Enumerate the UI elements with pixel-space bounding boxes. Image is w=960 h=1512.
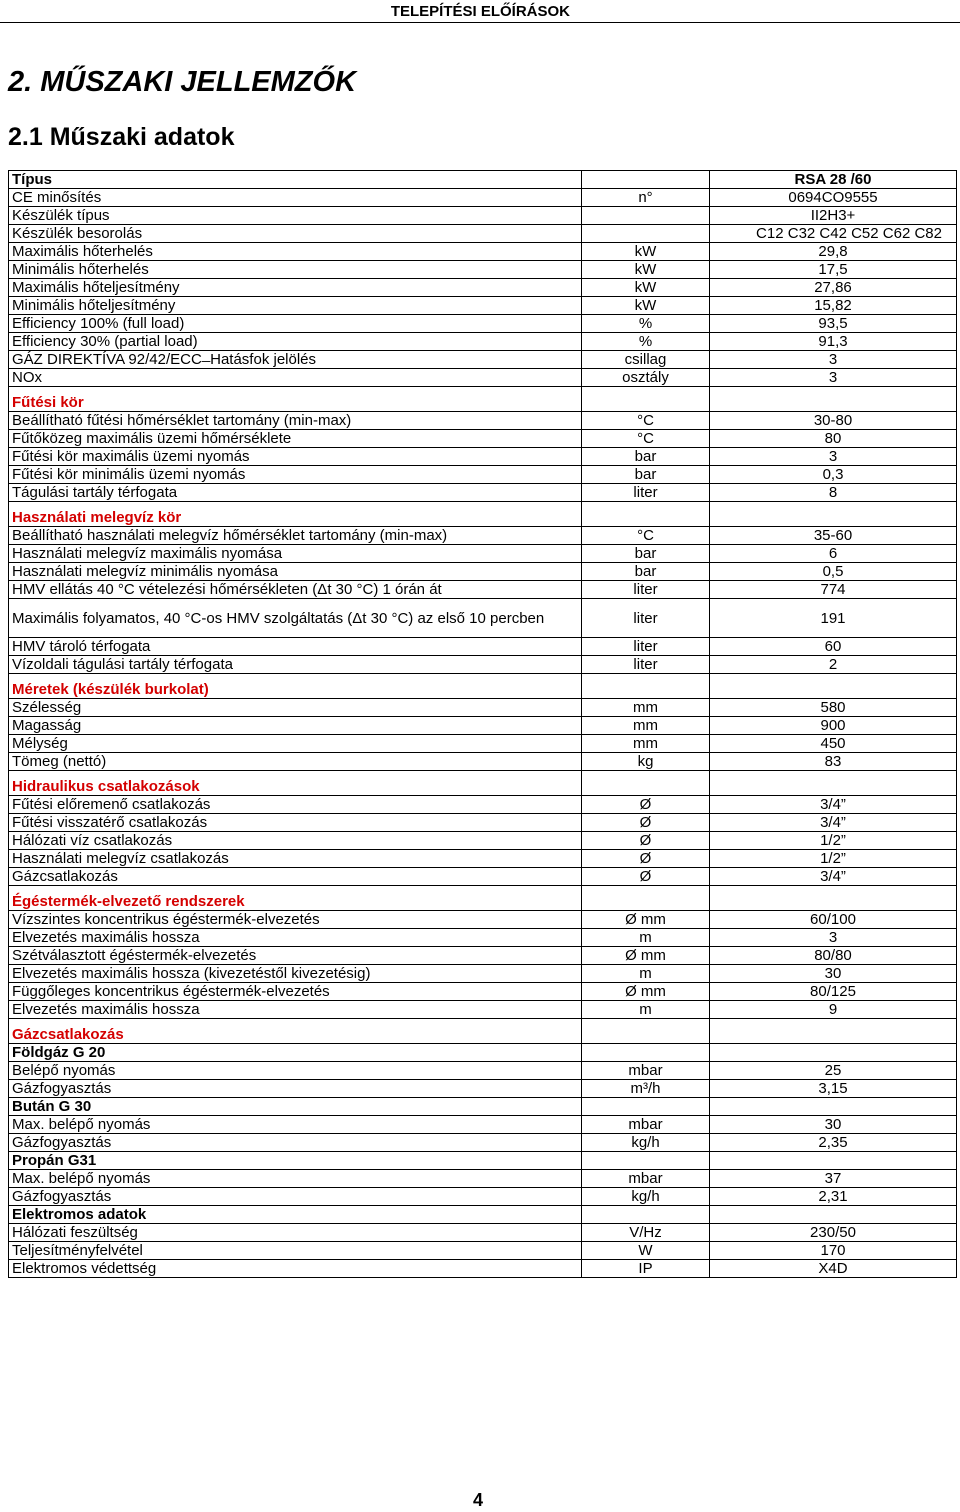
table-row (9, 448, 957, 466)
row-unit: liter (582, 484, 710, 502)
row-value (710, 1206, 957, 1224)
row-value: 2,31 (710, 1188, 957, 1206)
row-label: Vízszintes koncentrikus égéstermék-elvezetés (9, 911, 582, 929)
row-unit (582, 771, 710, 796)
table-row (9, 171, 957, 189)
row-unit: Ø (582, 832, 710, 850)
row-label: Méretek (készülék burkolat) (9, 674, 582, 699)
row-label: Használati melegvíz maximális nyomása (9, 545, 582, 563)
row-value: 6 (710, 545, 957, 563)
row-unit: n° (582, 189, 710, 207)
table-row (9, 868, 957, 886)
table-row (9, 1019, 957, 1044)
row-value: 60/100 (710, 911, 957, 929)
table-row (9, 1170, 957, 1188)
table-row (9, 1242, 957, 1260)
row-value: C12 C32 C42 C52 C62 C82 (710, 225, 957, 243)
row-unit: kg/h (582, 1134, 710, 1152)
table-row (9, 1001, 957, 1019)
row-label: Max. belépő nyomás (9, 1170, 582, 1188)
table-row (9, 850, 957, 868)
table-row (9, 674, 957, 699)
row-unit: % (582, 315, 710, 333)
table-row (9, 699, 957, 717)
table-row (9, 717, 957, 735)
row-label: Szélesség (9, 699, 582, 717)
page-number: 4 (473, 1490, 484, 1510)
row-label: CE minősítés (9, 189, 582, 207)
table-row (9, 351, 957, 369)
row-value: 3/4” (710, 796, 957, 814)
table-row (9, 947, 957, 965)
table-row (9, 1206, 957, 1224)
row-label: Fűtési kör maximális üzemi nyomás (9, 448, 582, 466)
row-label: GÁZ DIREKTÍVA 92/42/ECC ̶ Hatásfok jelölés (9, 351, 582, 369)
table-row (9, 545, 957, 563)
row-unit: bar (582, 448, 710, 466)
row-value: 1/2” (710, 832, 957, 850)
table-row (9, 207, 957, 225)
table-row (9, 315, 957, 333)
row-unit: liter (582, 599, 710, 638)
row-label: Propán G31 (9, 1152, 582, 1170)
row-value (710, 674, 957, 699)
table-row (9, 1116, 957, 1134)
row-value: 170 (710, 1242, 957, 1260)
row-unit: liter (582, 638, 710, 656)
row-value: 17,5 (710, 261, 957, 279)
row-value: 0,5 (710, 563, 957, 581)
table-row (9, 527, 957, 545)
row-label: Használati melegvíz csatlakozás (9, 850, 582, 868)
row-label: Max. belépő nyomás (9, 1116, 582, 1134)
row-unit: bar (582, 466, 710, 484)
table-row (9, 412, 957, 430)
table-row (9, 599, 957, 638)
row-value: 0,3 (710, 466, 957, 484)
row-unit (582, 886, 710, 911)
row-label: Beállítható használati melegvíz hőmérséklet tartomány (min-max) (9, 527, 582, 545)
row-unit: Ø (582, 868, 710, 886)
row-label: Beállítható fűtési hőmérséklet tartomány (min-max) (9, 412, 582, 430)
row-value: 580 (710, 699, 957, 717)
table-row (9, 1080, 957, 1098)
row-value (710, 886, 957, 911)
subsection-title: 2.1 Műszaki adatok (8, 123, 235, 151)
row-label: Égéstermék-elvezető rendszerek (9, 886, 582, 911)
row-label: Elvezetés maximális hossza (9, 929, 582, 947)
row-label: Készülék típus (9, 207, 582, 225)
row-unit (582, 502, 710, 527)
row-unit: Ø mm (582, 911, 710, 929)
row-unit: liter (582, 581, 710, 599)
row-label: Magasság (9, 717, 582, 735)
row-label: Elvezetés maximális hossza (9, 1001, 582, 1019)
table-row (9, 1062, 957, 1080)
row-unit: V/Hz (582, 1224, 710, 1242)
row-unit: m (582, 1001, 710, 1019)
row-label: Maximális folyamatos, 40 °C-os HMV szolgáltatás (Δt 30 °C) az első 10 percben (9, 599, 582, 638)
row-value: 900 (710, 717, 957, 735)
row-value: 35-60 (710, 527, 957, 545)
row-label: Hidraulikus csatlakozások (9, 771, 582, 796)
row-unit: m (582, 965, 710, 983)
row-unit (582, 387, 710, 412)
row-value: 3 (710, 369, 957, 387)
row-value: 30-80 (710, 412, 957, 430)
row-label: Belépő nyomás (9, 1062, 582, 1080)
row-value: 1/2” (710, 850, 957, 868)
row-value: 8 (710, 484, 957, 502)
row-unit: Ø (582, 814, 710, 832)
row-unit: °C (582, 412, 710, 430)
table-row (9, 297, 957, 315)
row-unit: kW (582, 243, 710, 261)
row-label: Fűtési kör (9, 387, 582, 412)
row-value: 774 (710, 581, 957, 599)
table-row (9, 333, 957, 351)
table-row (9, 1044, 957, 1062)
row-value: 2 (710, 656, 957, 674)
row-label: Elektromos védettség (9, 1260, 582, 1278)
row-unit: Ø (582, 850, 710, 868)
table-row (9, 387, 957, 412)
row-value: 15,82 (710, 297, 957, 315)
table-row (9, 886, 957, 911)
row-label: Maximális hőteljesítmény (9, 279, 582, 297)
table-row (9, 484, 957, 502)
table-row (9, 243, 957, 261)
row-value: 91,3 (710, 333, 957, 351)
row-value: 27,86 (710, 279, 957, 297)
row-label: Minimális hőteljesítmény (9, 297, 582, 315)
row-label: Gázfogyasztás (9, 1134, 582, 1152)
row-unit: mm (582, 735, 710, 753)
row-label: Mélység (9, 735, 582, 753)
row-label: Efficiency 100% (full load) (9, 315, 582, 333)
row-value: 3 (710, 448, 957, 466)
row-label: NOx (9, 369, 582, 387)
table-row (9, 638, 957, 656)
table-row (9, 563, 957, 581)
row-label: Típus (9, 171, 582, 189)
row-value: 3,15 (710, 1080, 957, 1098)
row-unit: % (582, 333, 710, 351)
row-unit: osztály (582, 369, 710, 387)
table-row (9, 261, 957, 279)
spec-table (8, 170, 957, 1278)
table-row (9, 1260, 957, 1278)
row-unit (582, 1206, 710, 1224)
table-row (9, 656, 957, 674)
row-value (710, 1044, 957, 1062)
row-value: 230/50 (710, 1224, 957, 1242)
row-value: 9 (710, 1001, 957, 1019)
row-value: 80/80 (710, 947, 957, 965)
row-value (710, 1152, 957, 1170)
row-unit: m (582, 929, 710, 947)
row-unit (582, 1098, 710, 1116)
row-label: Használati melegvíz kör (9, 502, 582, 527)
row-unit: bar (582, 563, 710, 581)
row-unit: Ø (582, 796, 710, 814)
row-unit: W (582, 1242, 710, 1260)
table-row (9, 225, 957, 243)
row-label: Fűtési kör minimális üzemi nyomás (9, 466, 582, 484)
row-label: Teljesítményfelvétel (9, 1242, 582, 1260)
row-value: 450 (710, 735, 957, 753)
row-label: Tömeg (nettó) (9, 753, 582, 771)
table-row (9, 189, 957, 207)
table-row (9, 1188, 957, 1206)
row-unit (582, 207, 710, 225)
row-label: HMV tároló térfogata (9, 638, 582, 656)
row-unit: kW (582, 261, 710, 279)
row-label: Hálózati víz csatlakozás (9, 832, 582, 850)
row-label: Földgáz G 20 (9, 1044, 582, 1062)
page-header (0, 0, 960, 23)
row-value (710, 771, 957, 796)
row-label: Minimális hőterhelés (9, 261, 582, 279)
row-label: Használati melegvíz minimális nyomása (9, 563, 582, 581)
table-row (9, 279, 957, 297)
row-label: Függőleges koncentrikus égéstermék-elvezetés (9, 983, 582, 1001)
row-unit: kg/h (582, 1188, 710, 1206)
row-value: 25 (710, 1062, 957, 1080)
row-unit: mbar (582, 1116, 710, 1134)
row-unit (582, 674, 710, 699)
row-label: Hálózati feszültség (9, 1224, 582, 1242)
table-row (9, 502, 957, 527)
row-label: HMV ellátás 40 °C vételezési hőmérsékleten (Δt 30 °C) 1 órán át (9, 581, 582, 599)
row-value: 2,35 (710, 1134, 957, 1152)
table-row (9, 929, 957, 947)
table-row (9, 911, 957, 929)
row-label: Fűtőközeg maximális üzemi hőmérséklete (9, 430, 582, 448)
row-label: Fűtési visszatérő csatlakozás (9, 814, 582, 832)
row-unit: kW (582, 297, 710, 315)
row-value: 80/125 (710, 983, 957, 1001)
row-value: II2H3+ (710, 207, 957, 225)
row-value: 3/4” (710, 868, 957, 886)
row-unit: liter (582, 656, 710, 674)
row-value: 83 (710, 753, 957, 771)
row-value: 60 (710, 638, 957, 656)
row-unit: csillag (582, 351, 710, 369)
row-value: 30 (710, 965, 957, 983)
row-value: 3 (710, 351, 957, 369)
row-unit (582, 225, 710, 243)
row-label: Készülék besorolás (9, 225, 582, 243)
row-label: Gázcsatlakozás (9, 1019, 582, 1044)
row-unit: m³/h (582, 1080, 710, 1098)
table-row (9, 814, 957, 832)
row-unit: mm (582, 699, 710, 717)
header-title: TELEPÍTÉSI ELŐÍRÁSOK (390, 3, 570, 20)
row-unit: mbar (582, 1170, 710, 1188)
table-row (9, 753, 957, 771)
row-label: Szétválasztott égéstermék-elvezetés (9, 947, 582, 965)
row-unit (582, 171, 710, 189)
row-value: 3 (710, 929, 957, 947)
row-value (710, 387, 957, 412)
row-label: Elektromos adatok (9, 1206, 582, 1224)
table-row (9, 965, 957, 983)
row-value: 191 (710, 599, 957, 638)
row-value: 93,5 (710, 315, 957, 333)
row-value: 80 (710, 430, 957, 448)
table-row (9, 771, 957, 796)
row-unit (582, 1019, 710, 1044)
table-row (9, 1134, 957, 1152)
row-value: 3/4” (710, 814, 957, 832)
table-row (9, 369, 957, 387)
row-unit: mm (582, 717, 710, 735)
table-row (9, 735, 957, 753)
row-unit: Ø mm (582, 983, 710, 1001)
row-value: 0694CO9555 (710, 189, 957, 207)
row-unit: °C (582, 430, 710, 448)
row-unit (582, 1044, 710, 1062)
row-label: Bután G 30 (9, 1098, 582, 1116)
table-row (9, 983, 957, 1001)
row-unit: mbar (582, 1062, 710, 1080)
table-row (9, 1224, 957, 1242)
row-label: Gázcsatlakozás (9, 868, 582, 886)
row-value (710, 1098, 957, 1116)
row-label: Maximális hőterhelés (9, 243, 582, 261)
row-value (710, 502, 957, 527)
table-row (9, 1152, 957, 1170)
row-value: X4D (710, 1260, 957, 1278)
row-unit: Ø mm (582, 947, 710, 965)
row-unit: °C (582, 527, 710, 545)
row-label: Tágulási tartály térfogata (9, 484, 582, 502)
row-unit: IP (582, 1260, 710, 1278)
section-title: 2. MŰSZAKI JELLEMZŐK (8, 66, 357, 98)
table-row (9, 832, 957, 850)
row-label: Fűtési előremenő csatlakozás (9, 796, 582, 814)
row-label: Gázfogyasztás (9, 1080, 582, 1098)
table-row (9, 796, 957, 814)
row-value: 29,8 (710, 243, 957, 261)
row-label: Gázfogyasztás (9, 1188, 582, 1206)
row-value: 30 (710, 1116, 957, 1134)
row-value (710, 1019, 957, 1044)
row-value: RSA 28 /60 (710, 171, 957, 189)
row-label: Vízoldali tágulási tartály térfogata (9, 656, 582, 674)
row-unit: bar (582, 545, 710, 563)
table-row (9, 581, 957, 599)
row-unit (582, 1152, 710, 1170)
row-value: 37 (710, 1170, 957, 1188)
row-unit: kW (582, 279, 710, 297)
row-label: Efficiency 30% (partial load) (9, 333, 582, 351)
table-row (9, 430, 957, 448)
table-row (9, 1098, 957, 1116)
row-unit: kg (582, 753, 710, 771)
row-label: Elvezetés maximális hossza (kivezetéstől kivezetésig) (9, 965, 582, 983)
table-row (9, 466, 957, 484)
